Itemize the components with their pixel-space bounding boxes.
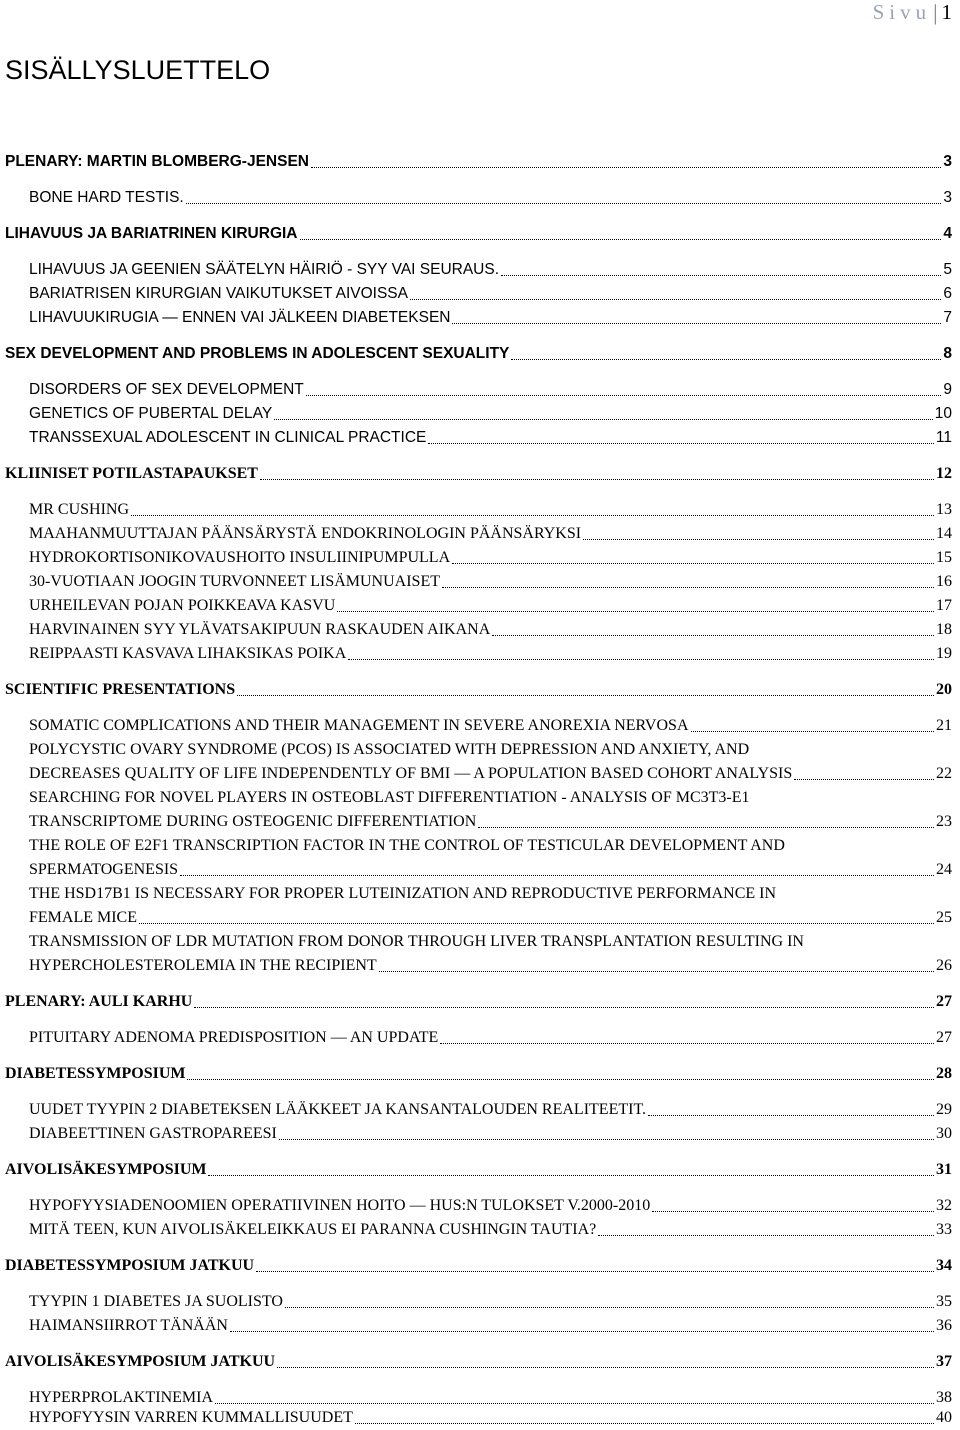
toc-page-number: 21 — [936, 717, 952, 734]
toc-entry[interactable] — [29, 714, 952, 738]
toc-dot-leader — [442, 587, 934, 588]
toc-entry-title: MITÄ TEEN, KUN AIVOLISÄKELEIKKAUS EI PARANNA CUSHINGIN TAUTIA? — [29, 1221, 597, 1238]
toc-page-number: 31 — [936, 1161, 952, 1178]
toc-dot-leader — [337, 611, 934, 612]
toc-page-number: 8 — [943, 345, 952, 362]
toc-entry-title: BARIATRISEN KIRURGIAN VAIKUTUKSET AIVOISSA — [29, 285, 408, 302]
toc-entry[interactable] — [5, 1158, 952, 1182]
toc-dot-leader — [260, 479, 934, 480]
toc-entry[interactable] — [29, 1098, 952, 1122]
toc-page-number: 18 — [936, 621, 952, 638]
toc-entry-title: HYPOFYYSIADENOOMIEN OPERATIIVINEN HOITO — HUS:N TULOKSET V.2000-2010 — [29, 1197, 651, 1214]
toc-dot-leader — [215, 1403, 934, 1404]
toc-entry-title: HYPERPROLAKTINEMIA — [29, 1389, 213, 1406]
toc-entry-title: DIABETESSYMPOSIUM — [5, 1065, 186, 1082]
toc-page-number: 14 — [936, 525, 952, 542]
toc-dot-leader — [691, 731, 935, 732]
toc-dot-leader — [410, 299, 941, 300]
toc-page-number: 27 — [936, 1029, 952, 1046]
toc-entry[interactable] — [29, 642, 952, 666]
toc-entry-title-line-2: HYPERCHOLESTEROLEMIA IN THE RECIPIENT — [29, 957, 377, 974]
toc-entry-title-line-1: THE HSD17B1 IS NECESSARY FOR PROPER LUTEINIZATION AND REPRODUCTIVE PERFORMANCE IN — [29, 885, 777, 902]
toc-entry-title: HYPOFYYSIN VARREN KUMMALLISUUDET — [29, 1409, 353, 1426]
toc-entry-title: UUDET TYYPIN 2 DIABETEKSEN LÄÄKKEET JA KANSANTALOUDEN REALITEETIT. — [29, 1101, 647, 1118]
toc-page-number: 4 — [943, 225, 952, 242]
toc-entry-title-line-2: FEMALE MICE — [29, 909, 137, 926]
toc-entry-title: TRANSSEXUAL ADOLESCENT IN CLINICAL PRACTICE — [29, 429, 427, 446]
toc-entry[interactable] — [5, 462, 952, 486]
toc-entry-multiline[interactable] — [29, 882, 952, 930]
toc-entry-title: TYYPIN 1 DIABETES JA SUOLISTO — [29, 1293, 283, 1310]
toc-entry-title: 30-VUOTIAAN JOOGIN TURVONNEET LISÄMUNUAISET — [29, 573, 440, 590]
toc-dot-leader — [285, 1307, 934, 1308]
toc-page-number: 9 — [943, 381, 952, 398]
toc-dot-leader — [583, 539, 934, 540]
toc-entry-multiline[interactable] — [29, 834, 952, 882]
toc-entry[interactable] — [29, 498, 952, 522]
page-number: 1 — [941, 0, 952, 24]
toc-page-number: 29 — [936, 1101, 952, 1118]
toc-page-number: 37 — [936, 1353, 952, 1370]
toc-entry[interactable] — [29, 1194, 952, 1218]
toc-entry-title-line-1: SEARCHING FOR NOVEL PLAYERS IN OSTEOBLAST DIFFERENTIATION - ANALYSIS OF MC3T3-E1 — [29, 789, 750, 806]
toc-dot-leader — [379, 971, 934, 972]
toc-entry-title: DIABETESSYMPOSIUM JATKUU — [5, 1257, 255, 1274]
toc-page-number: 10 — [934, 405, 952, 422]
toc-entry-title: LIHAVUUKIRUGIA — ENNEN VAI JÄLKEEN DIABETEKSEN — [29, 309, 451, 326]
toc-entry[interactable] — [5, 222, 952, 246]
document-title: SISÄLLYSLUETTELO — [5, 55, 271, 85]
toc-entry-multiline[interactable] — [29, 930, 952, 978]
toc-page-number: 27 — [936, 993, 952, 1010]
toc-entry-title: AIVOLISÄKESYMPOSIUM JATKUU — [5, 1353, 276, 1370]
toc-dot-leader — [256, 1271, 934, 1272]
page-header-label: Sivu — [872, 0, 932, 24]
toc-entry-title: DIABEETTINEN GASTROPAREESI — [29, 1125, 277, 1142]
toc-dot-leader — [492, 635, 934, 636]
toc-entry-title: BONE HARD TESTIS. — [29, 189, 184, 206]
toc-entry-title: DISORDERS OF SEX DEVELOPMENT — [29, 381, 304, 398]
toc-page-number: 12 — [936, 465, 952, 482]
toc-entry-title: REIPPAASTI KASVAVA LIHAKSIKAS POIKA — [29, 645, 347, 662]
toc-page-number: 26 — [936, 957, 952, 974]
toc-dot-leader — [452, 563, 934, 564]
toc-page-number: 23 — [936, 813, 952, 830]
toc-page-number: 20 — [936, 681, 952, 698]
toc-page-number: 3 — [943, 153, 952, 170]
toc-entry-title: URHEILEVAN POJAN POIKKEAVA KASVU — [29, 597, 336, 614]
toc-entry-title: MR CUSHING — [29, 501, 130, 518]
toc-page-number: 34 — [936, 1257, 952, 1274]
toc-page-number: 15 — [936, 549, 952, 566]
toc-entry[interactable] — [29, 402, 952, 426]
toc-dot-leader — [306, 395, 942, 396]
toc-entry[interactable] — [5, 1062, 952, 1086]
toc-dot-leader — [348, 659, 934, 660]
toc-entry[interactable] — [5, 678, 952, 702]
toc-dot-leader — [139, 923, 934, 924]
toc-page-number: 6 — [943, 285, 952, 302]
toc-entry-title: SEX DEVELOPMENT AND PROBLEMS IN ADOLESCENT SEXUALITY — [5, 345, 510, 362]
toc-dot-leader — [180, 875, 934, 876]
toc-dot-leader — [131, 515, 934, 516]
toc-entry-title: HARVINAINEN SYY YLÄVATSAKIPUUN RASKAUDEN AIKANA — [29, 621, 491, 638]
toc-dot-leader — [440, 1043, 934, 1044]
toc-entry[interactable] — [5, 1254, 952, 1278]
toc-entry-title: PITUITARY ADENOMA PREDISPOSITION — AN UPDATE — [29, 1029, 439, 1046]
toc-dot-leader — [428, 443, 934, 444]
toc-page-number: 36 — [936, 1317, 952, 1334]
toc-entry[interactable] — [29, 378, 952, 402]
toc-dot-leader — [208, 1175, 934, 1176]
toc-page-number: 35 — [936, 1293, 952, 1310]
toc-entry-title-line-2: SPERMATOGENESIS — [29, 861, 179, 878]
toc-entry[interactable] — [5, 990, 952, 1014]
toc-entry[interactable] — [29, 306, 952, 330]
toc-entry[interactable] — [5, 150, 952, 174]
toc-entry-multiline[interactable] — [29, 738, 952, 786]
toc-entry-title: GENETICS OF PUBERTAL DELAY — [29, 405, 273, 422]
toc-entry[interactable] — [29, 1314, 952, 1338]
page-header-separator: | — [933, 0, 938, 25]
toc-entry-multiline[interactable] — [29, 786, 952, 834]
toc-page-number: 22 — [936, 765, 952, 782]
toc-entry-title: PLENARY: MARTIN BLOMBERG-JENSEN — [5, 153, 309, 170]
toc-page-number: 30 — [936, 1125, 952, 1142]
toc-page-number: 38 — [936, 1389, 952, 1406]
toc-entry-title-line-1: TRANSMISSION OF LDR MUTATION FROM DONOR THROUGH LIVER TRANSPLANTATION RESULTING IN — [29, 933, 804, 950]
toc-page-number: 32 — [936, 1197, 952, 1214]
toc-entry[interactable] — [29, 1026, 952, 1050]
toc-entry-title: LIHAVUUS JA GEENIEN SÄÄTELYN HÄIRIÖ - SYY VAI SEURAUS. — [29, 261, 500, 278]
toc-page-number: 28 — [936, 1065, 952, 1082]
toc-entry-title: SOMATIC COMPLICATIONS AND THEIR MANAGEMENT IN SEVERE ANOREXIA NERVOSA — [29, 717, 689, 734]
toc-entry[interactable] — [29, 522, 952, 546]
toc-entry-title: AIVOLISÄKESYMPOSIUM — [5, 1161, 207, 1178]
toc-entry[interactable] — [29, 186, 952, 210]
toc-entry[interactable] — [29, 1290, 952, 1314]
toc-entry-title: MAAHANMUUTTAJAN PÄÄNSÄRYSTÄ ENDOKRINOLOGIN PÄÄNSÄRYKSI — [29, 525, 582, 542]
toc-entry[interactable] — [5, 342, 952, 366]
toc-page-number: 17 — [936, 597, 952, 614]
toc-entry-title: PLENARY: AULI KARHU — [5, 993, 193, 1010]
toc-dot-leader — [501, 275, 941, 276]
toc-dot-leader — [452, 323, 941, 324]
toc-dot-leader — [187, 1079, 934, 1080]
toc-dot-leader — [237, 695, 934, 696]
toc-dot-leader — [230, 1331, 934, 1332]
toc-dot-leader — [648, 1115, 934, 1116]
toc-dot-leader — [311, 167, 941, 168]
toc-entry[interactable] — [29, 282, 952, 306]
toc-entry-title: LIHAVUUS JA BARIATRINEN KIRURGIA — [5, 225, 298, 242]
toc-entry[interactable] — [29, 594, 952, 618]
toc-page-number: 3 — [943, 189, 952, 206]
toc-entry-title-line-2: DECREASES QUALITY OF LIFE INDEPENDENTLY OF BMI — A POPULATION BASED COHORT ANALYSIS — [29, 765, 793, 782]
toc-dot-leader — [794, 779, 934, 780]
toc-page-number: 5 — [943, 261, 952, 278]
toc-page-number: 25 — [936, 909, 952, 926]
toc-entry[interactable] — [29, 426, 952, 450]
toc-dot-leader — [652, 1211, 934, 1212]
toc-dot-leader — [300, 239, 942, 240]
toc-page-number: 40 — [936, 1409, 952, 1426]
toc-entry-title: HYDROKORTISONIKOVAUSHOITO INSULIINIPUMPULLA — [29, 549, 451, 566]
toc-page-number: 24 — [936, 861, 952, 878]
toc-entry[interactable] — [29, 258, 952, 282]
toc-page-number: 11 — [935, 429, 952, 446]
toc-entry-title-line-2: TRANSCRIPTOME DURING OSTEOGENIC DIFFERENTIATION — [29, 813, 477, 830]
toc-dot-leader — [277, 1367, 934, 1368]
toc-entry-title-line-1: THE ROLE OF E2F1 TRANSCRIPTION FACTOR IN THE CONTROL OF TESTICULAR DEVELOPMENT AND — [29, 837, 785, 854]
toc-page-number: 13 — [936, 501, 952, 518]
toc-dot-leader — [274, 419, 933, 420]
toc-entry-title-line-1: POLYCYSTIC OVARY SYNDROME (PCOS) IS ASSOCIATED WITH DEPRESSION AND ANXIETY, AND — [29, 741, 750, 758]
toc-dot-leader — [355, 1423, 934, 1424]
toc-entry[interactable] — [29, 1406, 952, 1430]
toc-entry-title: SCIENTIFIC PRESENTATIONS — [5, 681, 236, 698]
toc-page-number: 16 — [936, 573, 952, 590]
toc-entry[interactable] — [29, 618, 952, 642]
toc-dot-leader — [186, 203, 942, 204]
toc-entry[interactable] — [29, 546, 952, 570]
toc-entry[interactable] — [5, 1350, 952, 1374]
toc-dot-leader — [511, 359, 941, 360]
toc-page-number: 19 — [936, 645, 952, 662]
toc-page-number: 33 — [936, 1221, 952, 1238]
toc-entry[interactable] — [29, 1122, 952, 1146]
toc-dot-leader — [478, 827, 934, 828]
toc-entry-title: HAIMANSIIRROT TÄNÄÄN — [29, 1317, 228, 1334]
toc-dot-leader — [194, 1007, 934, 1008]
toc-dot-leader — [598, 1235, 934, 1236]
toc-entry-title: KLIINISET POTILASTAPAUKSET — [5, 465, 258, 482]
toc-dot-leader — [279, 1139, 934, 1140]
toc-entry[interactable] — [29, 1218, 952, 1242]
toc-page-number: 7 — [943, 309, 952, 326]
toc-entry[interactable] — [29, 570, 952, 594]
